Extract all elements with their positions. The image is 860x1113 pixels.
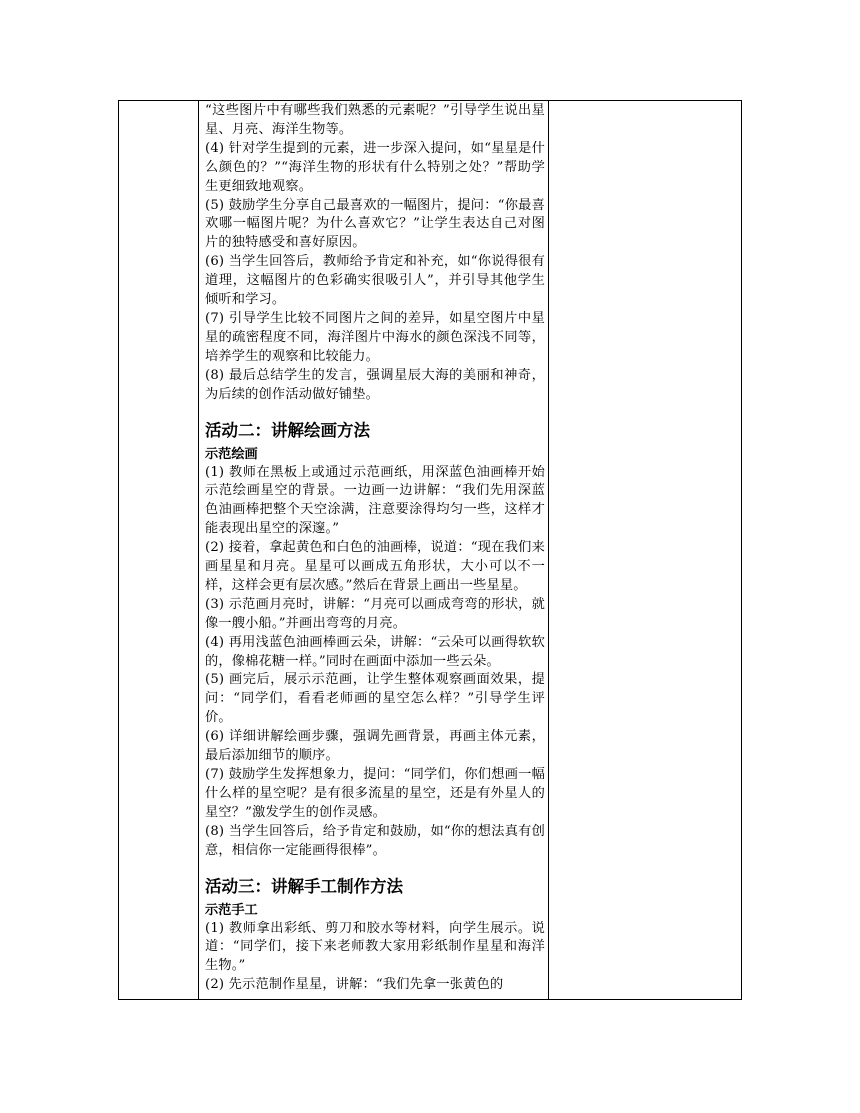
paragraph: (5) 画完后，展示示范画，让学生整体观察画面效果，提问：“同学们，看看老师画的星空怎么样？”引导学生评价。	[205, 672, 545, 726]
paragraph: (8) 最后总结学生的发言，强调星辰大海的美丽和神奇，为后续的创作活动做好铺垫。	[205, 367, 545, 402]
paragraph: (7) 引导学生比较不同图片之间的差异，如星空图片中星星的疏密程度不同，海洋图片中海水的颜色深浅不同等，培养学生的观察和比较能力。	[205, 310, 545, 364]
content-cell	[205, 102, 545, 995]
section-heading-activity2: 活动二：讲解绘画方法	[205, 420, 370, 440]
paragraph: (2) 接着，拿起黄色和白色的油画棒，说道：“现在我们来画星星和月亮。星星可以画成五角形状，大小可以不一样，这样会更有层次感。”然后在背景上画出一些星星。	[205, 540, 545, 593]
paragraph: (6) 当学生回答后，教师给予肯定和补充，如“你说得很有道理，这幅图片的色彩确实很吸引人”，并引导其他学生倾听和学习。	[205, 254, 545, 308]
paragraph: (4) 再用浅蓝色油画棒画云朵，讲解：“云朵可以画得软软的，像棉花糖一样。”同时在画面中添加一些云朵。	[205, 634, 545, 669]
column-divider-right	[548, 101, 549, 999]
paragraph: “这些图片中有哪些我们熟悉的元素呢？”引导学生说出星星、月亮、海洋生物等。	[205, 103, 545, 137]
lesson-table	[118, 100, 742, 1000]
paragraph: (7) 鼓励学生发挥想象力，提问：“同学们，你们想画一幅什么样的星空呢？是有很多流星的星空，还是有外星人的星空？”激发学生的创作灵感。	[205, 767, 545, 820]
paragraph: (1) 教师在黑板上或通过示范画纸，用深蓝色油画棒开始示范绘画星空的背景。一边画一边讲解：“我们先用深蓝色油画棒把整个天空涂满，注意要涂得均匀一些，这样才能表现出星空的深邃。”	[205, 464, 545, 537]
paragraph: (1) 教师拿出彩纸、剪刀和胶水等材料，向学生展示。说道：“同学们，接下来老师教大家用彩纸制作星星和海洋生物。”	[205, 920, 545, 974]
paragraph: (2) 先示范制作星星，讲解：“我们先拿一张黄色的	[205, 977, 504, 993]
paragraph: (3) 示范画月亮时，讲解：“月亮可以画成弯弯的形状，就像一艘小船。”并画出弯弯的月亮。	[205, 596, 545, 631]
paragraph: (5) 鼓励学生分享自己最喜欢的一幅图片，提问：“你最喜欢哪一幅图片呢？为什么喜欢它？”让学生表达自己对图片的独特感受和喜好原因。	[205, 197, 545, 251]
section-heading-activity3: 活动三：讲解手工制作方法	[205, 876, 403, 896]
column-divider-left	[198, 101, 199, 999]
paragraph: (8) 当学生回答后，给予肯定和鼓励，如“你的想法真有创意，相信你一定能画得很棒”。	[205, 823, 545, 858]
paragraph: (6) 详细讲解绘画步骤，强调先画背景，再画主体元素，最后添加细节的顺序。	[205, 729, 545, 764]
subheading-demo-drawing: 示范绘画	[205, 446, 258, 462]
paragraph: (4) 针对学生提到的元素，进一步深入提问，如“星星是什么颜色的？”“海洋生物的形状有什么特别之处？”帮助学生更细致地观察。	[205, 140, 545, 194]
subheading-demo-handcraft: 示范手工	[205, 902, 258, 918]
